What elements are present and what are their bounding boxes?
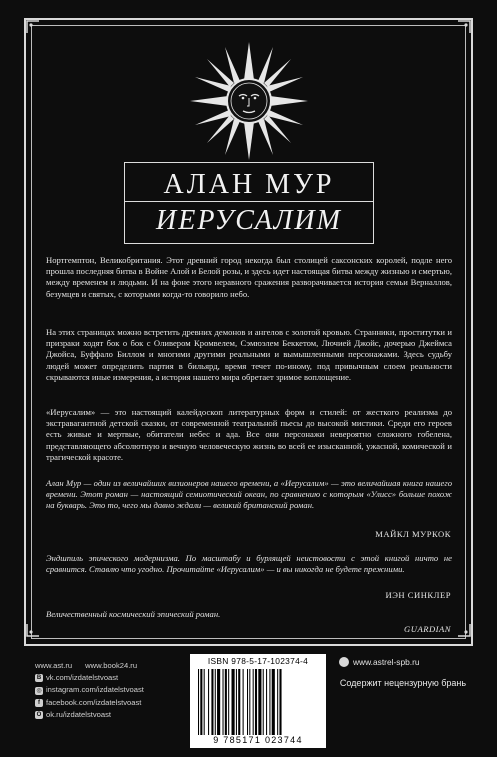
quote-text: Эндшпиль эпического модернизма. По масштабу и бурлящей неистовости с этой книгой ничто не сравнится. Ставлю что угодно. Прочитайте «Иерусалим» — и вы никогда не будете прежними. bbox=[46, 553, 452, 575]
publisher-links bbox=[35, 660, 185, 721]
corner-ornament-icon bbox=[457, 623, 471, 637]
blurb-paragraph-1: Нортгемптон, Великобритания. Этот древний город некогда был столицей саксонских королей, подле него прошла последняя битва в Войне Алой и Белой розы, и здесь идет настоящая битва между жизнью и смертью, между временем и людьми. И на фоне этого неравного сражения разворачивается история семьи Верналлов, безумцев и святых, с которыми когда-то говорило небо. bbox=[46, 255, 452, 299]
odnoklassniki-icon: О bbox=[36, 711, 42, 718]
social-link-facebook[interactable] bbox=[35, 697, 185, 709]
barcode-bars bbox=[198, 669, 318, 735]
quote-text: Величественный космический эпический роман. bbox=[46, 609, 221, 619]
publisher-site-label: www.astrel-spb.ru bbox=[353, 657, 420, 667]
corner-ornament-icon bbox=[26, 623, 40, 637]
social-link-instagram[interactable] bbox=[35, 684, 185, 696]
title-divider bbox=[125, 201, 373, 202]
quote-author: МАЙКЛ МУРКОК bbox=[375, 529, 451, 539]
title-box bbox=[124, 162, 374, 244]
social-link-label: facebook.com/izdatelstvoast bbox=[46, 697, 142, 707]
social-link-label: instagram.com/izdatelstvoast bbox=[46, 685, 144, 695]
content-warning: Содержит нецензурную брань bbox=[339, 678, 467, 688]
social-link-vk[interactable] bbox=[35, 672, 185, 684]
instagram-icon: ◎ bbox=[36, 687, 42, 694]
barcode-digits: 9 785171 023744 bbox=[213, 735, 303, 745]
isbn-number: ISBN 978-5-17-102374-4 bbox=[207, 656, 309, 666]
website-link[interactable]: www.book24.ru bbox=[85, 661, 138, 670]
website-link[interactable]: www.ast.ru bbox=[35, 661, 73, 670]
social-link-ok[interactable] bbox=[35, 709, 185, 721]
globe-icon bbox=[339, 657, 349, 667]
publisher-site-link[interactable] bbox=[339, 657, 469, 667]
quote-author: ИЭН СИНКЛЕР bbox=[385, 590, 451, 600]
barcode-box bbox=[190, 654, 326, 748]
book-title: ИЕРУСАЛИМ bbox=[156, 205, 342, 236]
social-link-label: vk.com/izdatelstvoast bbox=[46, 673, 119, 683]
quote-author: GUARDIAN bbox=[404, 624, 451, 634]
quote-text: Алан Мур — один из величайших визионеров нашего времени, а «Иерусалим» — это величайшая книга нашего времени. Этот роман — настоящий семиотический океан, по сравнению с которым «Улисс» больше похож на букварь. Это то, чего мы давно ждали — великий британский роман. bbox=[46, 478, 452, 511]
website-links bbox=[35, 660, 185, 672]
facebook-icon: f bbox=[35, 699, 43, 707]
author-name: АЛАН МУР bbox=[163, 169, 335, 200]
social-link-label: ok.ru/izdatelstvoast bbox=[46, 709, 111, 719]
blurb-paragraph-2: На этих страницах можно встретить древних демонов и ангелов с золотой кровью. Странники, проститутки и призраки ходят бок о бок с Оливером Кромвелем, Сэмюэлем Беккетом, Лючией Джойс, дочерью Джеймса Джойса, Буффало Биллом и многими другими реальными и вымышленными персонажами. Здесь судьбу людей может определить партия в бильярд, время течет по-иному, под привычным слоем реальности скрываются иные измерения, а история нашего мира обретает зримое воплощение. bbox=[46, 327, 452, 382]
corner-ornament-icon bbox=[457, 20, 471, 34]
sun-face-icon bbox=[188, 40, 310, 162]
blurb-paragraph-3: «Иерусалим» — это настоящий калейдоскоп литературных форм и стилей: от жесткого реализма до экстравагантной детской сказки, от современной театральной пьесы до высокой мистики. Среди его героев есть живые и мертвые, обитатели небес и ада. Все они персонажи невероятно сложного гобелена, представляющего абсолютную и вечную человеческую жизнь во всей ее изысканной, ужасной, комической и трагической красоте. bbox=[46, 407, 452, 462]
vk-icon: В bbox=[36, 675, 42, 682]
corner-ornament-icon bbox=[26, 20, 40, 34]
